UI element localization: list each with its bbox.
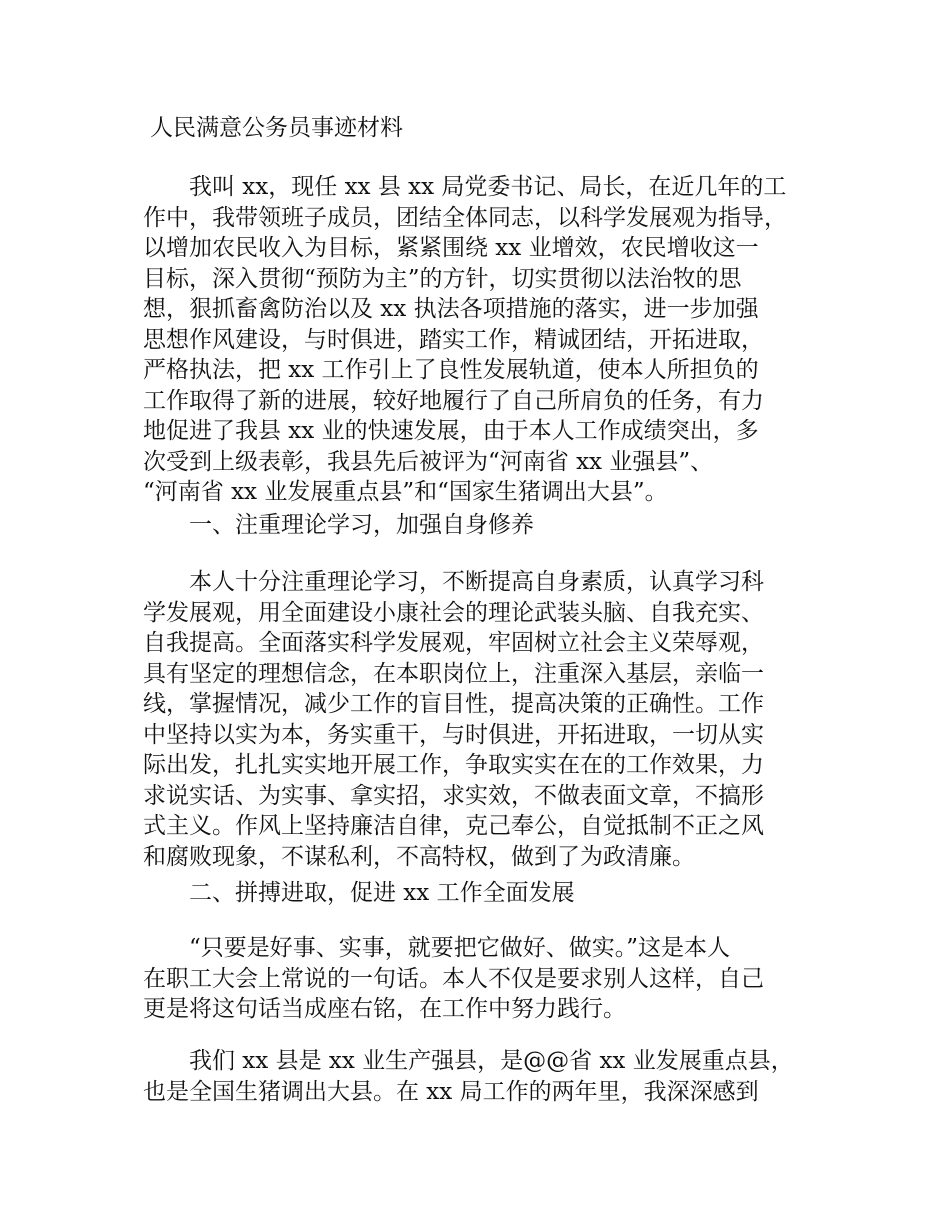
paragraph-line: 中坚持以实为本，务实重干，与时俱进，开拓进取，一切从实: [143, 721, 764, 748]
paragraph-line: 严格执法，把 xx 工作引上了良性发展轨道，使本人所担负的: [143, 357, 759, 383]
paragraph-intro: [143, 172, 833, 508]
section-heading-2: 二、拼搏进取，促进 xx 工作全面发展: [189, 880, 575, 906]
paragraph-line: 式主义。作风上坚持廉洁自律，克己奉公，自觉抵制不正之风: [143, 813, 764, 839]
paragraph-line: 目标，深入贯彻“预防为主”的方针，切实贯彻以法治牧的思: [143, 265, 742, 292]
paragraph-line: 求说实话、为实事、拿实招，求实效，不做表面文章，不搞形: [143, 782, 764, 809]
paragraph-line: 自我提高。全面落实科学发展观，牢固树立社会主义荣辱观，: [143, 630, 764, 656]
paragraph-line: 学发展观，用全面建设小康社会的理论武装头脑、自我充实、: [143, 599, 764, 626]
paragraph-line: 作中，我带领班子成员，团结全体同志，以科学发展观为指导，: [143, 204, 787, 231]
paragraph-line: 在职工大会上常说的一句话。本人不仅是要求别人这样，自己: [143, 965, 764, 992]
paragraph-line: 工作取得了新的进展，较好地履行了自己所肩负的任务，有力: [143, 387, 764, 414]
paragraph-line: 际出发，扎扎实实地开展工作，争取实实在在的工作效果，力: [143, 752, 764, 778]
paragraph-study: [143, 567, 833, 872]
paragraph-line: 思想作风建设，与时俱进，踏实工作，精诚团结，开拓进取，: [143, 326, 764, 353]
paragraph-line: 想，狠抓畜禽防治以及 xx 执法各项措施的落实，进一步加强: [143, 296, 759, 322]
paragraph-line: 也是全国生猪调出大县。在 xx 局工作的两年里，我深深感到: [143, 1078, 759, 1105]
paragraph-line: 我们 xx 县是 xx 业生产强县，是@@省 xx 业发展重点县，: [189, 1048, 794, 1074]
paragraph-line: 我叫 xx，现任 xx 县 xx 局党委书记、局长，在近几年的工: [189, 174, 787, 200]
paragraph-line: 具有坚定的理想信念，在本职岗位上，注重深入基层，亲临一: [143, 660, 764, 687]
paragraph-line: “只要是好事、实事，就要把它做好、做实。”这是本人: [189, 935, 731, 961]
paragraph-line: 更是将这句话当成座右铭，在工作中努力践行。: [143, 996, 626, 1022]
paragraph-line: 以增加农民收入为目标，紧紧围绕 xx 业增效，农民增收这一: [143, 235, 759, 261]
section-heading-1: 一、注重理论学习，加强自身修养: [189, 512, 534, 538]
document-title: 人民满意公务员事迹材料: [150, 115, 403, 141]
paragraph-line: 本人十分注重理论学习，不断提高自身素质，认真学习科: [189, 569, 764, 595]
paragraph-line: “河南省 xx 业发展重点县”和“国家生猪调出大县”。: [143, 479, 668, 505]
paragraph-motto: [143, 933, 833, 1025]
paragraph-line: 次受到上级表彰，我县先后被评为“河南省 xx 业强县”、: [143, 448, 714, 475]
paragraph-line: 线，掌握情况，减少工作的盲目性，提高决策的正确性。工作: [143, 691, 764, 717]
paragraph-line: 和腐败现象，不谋私利，不高特权，做到了为政清廉。: [143, 843, 695, 870]
paragraph-county: [143, 1046, 833, 1107]
paragraph-line: 地促进了我县 xx 业的快速发展，由于本人工作成绩突出，多: [143, 418, 759, 444]
